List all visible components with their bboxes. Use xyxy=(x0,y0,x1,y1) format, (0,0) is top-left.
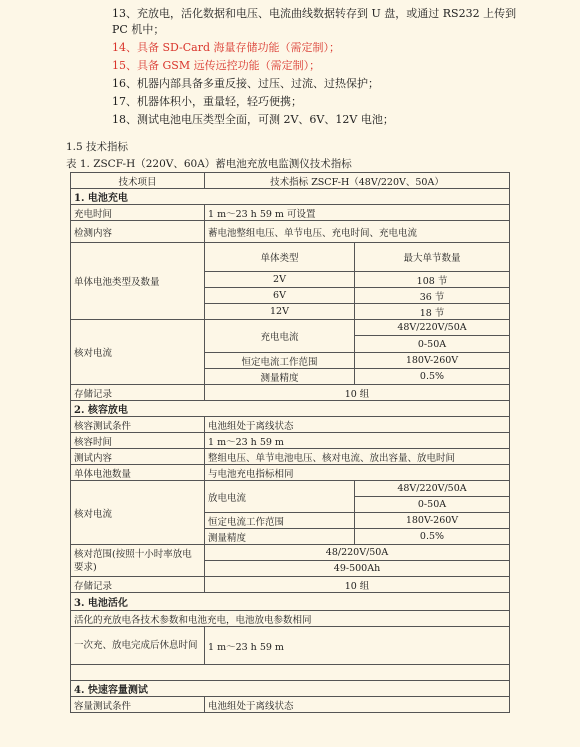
row-value: 蓄电池整组电压、单节电压、充电时间、充电电流 xyxy=(205,221,510,243)
row-label: 存储记录 xyxy=(71,577,205,593)
row-label: 检测内容 xyxy=(71,221,205,243)
row-value: 0.5% xyxy=(355,369,510,385)
table-row xyxy=(71,611,510,627)
section-heading: 3. 电池活化 xyxy=(71,593,510,611)
table-row xyxy=(71,465,510,481)
row-value: 1 m～23 h 59 m xyxy=(205,433,510,449)
row-sublabel: 测量精度 xyxy=(205,369,355,385)
list-item: 16、机器内部具备多重反接、过压、过流、过热保护； xyxy=(112,77,379,90)
row-value: 0-50A xyxy=(355,497,510,513)
row-label: 核容测试条件 xyxy=(71,417,205,433)
table-row xyxy=(71,385,510,401)
section-row xyxy=(71,593,510,611)
section-row xyxy=(71,401,510,417)
row-value: 49-500Ah xyxy=(205,561,510,577)
row-label: 单体电池类型及数量 xyxy=(71,243,205,320)
list-item: 13、充放电，活化数据和电压、电流曲线数据转存到 U 盘，或通过 RS232 上传到 PC 机中； xyxy=(112,7,517,36)
cell-count: 108 节 xyxy=(355,272,510,288)
section-row xyxy=(71,681,510,697)
header-cell: 技术项目 xyxy=(71,173,205,189)
cell-count: 36 节 xyxy=(355,288,510,304)
row-value: 48V/220V/50A xyxy=(355,320,510,336)
spacer-row xyxy=(71,665,510,681)
row-label: 核对范围(按照十小时率放电要求) xyxy=(71,545,205,577)
table-header-row xyxy=(71,173,510,189)
row-label: 容量测试条件 xyxy=(71,697,205,713)
row-value: 电池组处于离线状态 xyxy=(205,417,510,433)
table-row xyxy=(71,205,510,221)
table-row xyxy=(71,449,510,465)
cell-type: 6V xyxy=(205,288,355,304)
row-value: 与电池充电指标相同 xyxy=(205,465,510,481)
row-sublabel: 放电电流 xyxy=(205,481,355,513)
table-title: 表 1. ZSCF-H（220V、60A）蓄电池充放电监测仪技术指标 xyxy=(66,158,352,170)
table-row xyxy=(71,577,510,593)
cell-type: 12V xyxy=(205,304,355,320)
row-value: 活化的充放电各技术参数和电池充电，电池放电参数相同 xyxy=(71,611,510,627)
cell-type: 2V xyxy=(205,272,355,288)
section-heading: 1. 电池充电 xyxy=(71,189,510,205)
spec-table xyxy=(70,172,510,713)
list-item: 15、具备 GSM 远传远控功能（需定制）； xyxy=(112,59,321,72)
row-value: 10 组 xyxy=(205,385,510,401)
sub-header: 最大单节数量 xyxy=(355,243,510,272)
row-value: 1 m～23 h 59 m 可设置 xyxy=(205,205,510,221)
table-row xyxy=(71,627,510,665)
row-value: 180V-260V xyxy=(355,353,510,369)
list-item: 14、具备 SD-Card 海量存储功能（需定制）； xyxy=(112,41,341,54)
table-row xyxy=(71,697,510,713)
row-value: 48V/220V/50A xyxy=(355,481,510,497)
row-value: 电池组处于离线状态 xyxy=(205,697,510,713)
row-label: 单体电池数量 xyxy=(71,465,205,481)
row-value: 48/220V/50A xyxy=(205,545,510,561)
row-sublabel: 恒定电流工作范围 xyxy=(205,353,355,369)
list-item: 17、机器体积小，重量轻，轻巧便携； xyxy=(112,95,302,108)
row-label: 一次充、放电完成后休息时间 xyxy=(71,627,205,665)
row-label: 核对电流 xyxy=(71,320,205,385)
row-label: 核对电流 xyxy=(71,481,205,545)
cell-count: 18 节 xyxy=(355,304,510,320)
row-value: 10 组 xyxy=(205,577,510,593)
row-sublabel: 充电电流 xyxy=(205,320,355,353)
row-value: 180V-260V xyxy=(355,513,510,529)
table-row xyxy=(71,243,510,272)
row-value: 整组电压、单节电池电压、核对电流、放出容量、放电时间 xyxy=(205,449,510,465)
sub-header: 单体类型 xyxy=(205,243,355,272)
row-value: 0.5% xyxy=(355,529,510,545)
table-row xyxy=(71,417,510,433)
row-sublabel: 恒定电流工作范围 xyxy=(205,513,355,529)
table-row xyxy=(71,481,510,497)
section-heading: 4. 快速容量测试 xyxy=(71,681,510,697)
section-row xyxy=(71,189,510,205)
row-sublabel: 测量精度 xyxy=(205,529,355,545)
row-label: 存储记录 xyxy=(71,385,205,401)
row-value: 0-50A xyxy=(355,336,510,353)
row-label: 核容时间 xyxy=(71,433,205,449)
table-row xyxy=(71,320,510,336)
table-row xyxy=(71,221,510,243)
list-item: 18、测试电池电压类型全面，可测 2V、6V、12V 电池； xyxy=(112,113,394,126)
row-value: 1 m～23 h 59 m xyxy=(205,627,510,665)
header-cell: 技术指标 ZSCF-H（48V/220V、50A） xyxy=(205,173,510,189)
row-label: 测试内容 xyxy=(71,449,205,465)
table-row xyxy=(71,433,510,449)
row-label: 充电时间 xyxy=(71,205,205,221)
section-heading: 2. 核容放电 xyxy=(71,401,510,417)
section-title: 1.5 技术指标 xyxy=(66,141,129,153)
table-row xyxy=(71,545,510,561)
feature-list xyxy=(112,6,522,130)
